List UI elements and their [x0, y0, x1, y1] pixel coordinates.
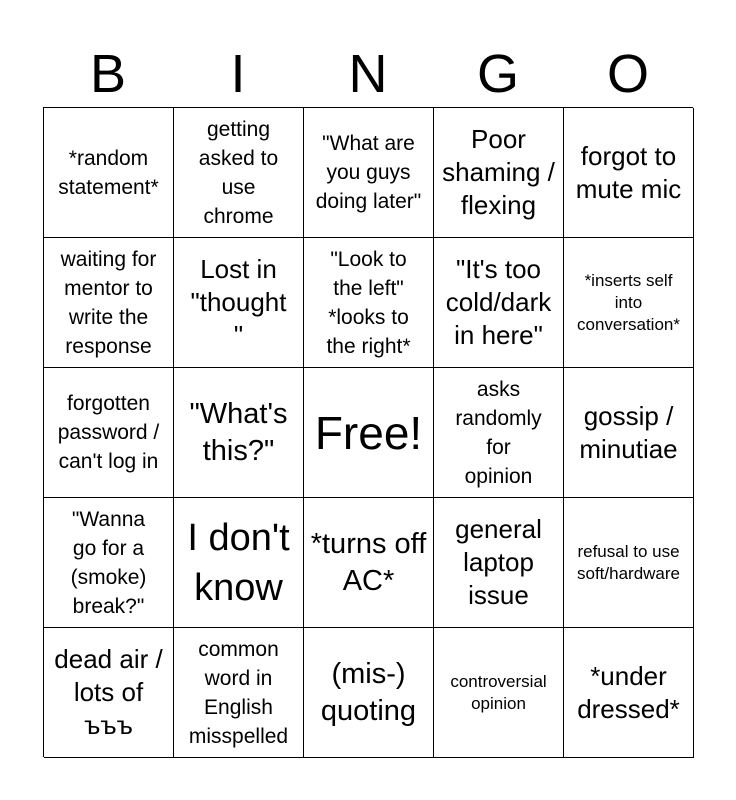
- bingo-cell-r4c2[interactable]: [174, 498, 304, 628]
- cell-text: waiting for mentor to write the response: [60, 247, 157, 358]
- cell-text: Lost in "thought": [190, 254, 287, 350]
- cell-text: getting asked to use chrome: [198, 117, 279, 228]
- bingo-cell-r4c1[interactable]: [44, 498, 174, 628]
- cell-text: common word in English misspelled: [188, 637, 289, 748]
- bingo-cell-r2c5[interactable]: [564, 238, 694, 368]
- cell-text: gossip / minutiae: [579, 400, 678, 464]
- bingo-cell-r2c1[interactable]: [44, 238, 174, 368]
- bingo-cell-r3c4[interactable]: [434, 368, 564, 498]
- cell-text: *turns off AC*: [310, 527, 427, 597]
- header-letter-o: O: [606, 44, 649, 104]
- cell-text: *inserts self into conversation*: [576, 270, 680, 334]
- cell-text: *under dressed*: [577, 660, 680, 724]
- bingo-cell-r5c2[interactable]: [174, 628, 304, 758]
- bingo-cell-r1c5[interactable]: [564, 108, 694, 238]
- cell-text: "Look to the left" *looks to the right*: [326, 247, 411, 358]
- cell-text: controversial opinion: [450, 671, 547, 713]
- cell-text: "What's this?": [189, 397, 288, 467]
- bingo-cell-r1c4[interactable]: [434, 108, 564, 238]
- cell-text: I don't know: [187, 516, 290, 609]
- cell-text: *random statement*: [58, 146, 159, 199]
- cell-text: (mis-) quoting: [320, 657, 417, 727]
- cell-text: Poor shaming / flexing: [442, 124, 555, 220]
- bingo-cell-r3c3[interactable]: [304, 368, 434, 498]
- bingo-cell-r2c3[interactable]: [304, 238, 434, 368]
- header-letter-g: G: [476, 44, 519, 104]
- bingo-cell-r5c4[interactable]: [434, 628, 564, 758]
- header-letter-b: B: [89, 44, 127, 104]
- cell-text: refusal to use soft/hardware: [577, 541, 680, 583]
- cell-text: general laptop issue: [455, 514, 542, 610]
- bingo-cell-r1c2[interactable]: [174, 108, 304, 238]
- cell-text: "What are you guys doing later": [315, 132, 422, 213]
- cell-text: forgot to mute mic: [575, 140, 682, 204]
- bingo-cell-r5c1[interactable]: [44, 628, 174, 758]
- bingo-board: [43, 107, 693, 757]
- bingo-cell-r4c3[interactable]: [304, 498, 434, 628]
- bingo-cell-r3c1[interactable]: [44, 368, 174, 498]
- cell-text: forgotten password / can't log in: [57, 392, 160, 473]
- bingo-cell-r3c2[interactable]: [174, 368, 304, 498]
- bingo-cell-r5c5[interactable]: [564, 628, 694, 758]
- bingo-cell-r2c4[interactable]: [434, 238, 564, 368]
- cell-text: "It's too cold/dark in here": [445, 254, 552, 350]
- bingo-cell-r1c3[interactable]: [304, 108, 434, 238]
- bingo-cell-r4c4[interactable]: [434, 498, 564, 628]
- cell-text: Free!: [314, 406, 423, 459]
- header-letter-i: I: [230, 44, 246, 104]
- cell-text: "Wanna go for a (smoke) break?": [70, 507, 147, 618]
- bingo-cell-r5c3[interactable]: [304, 628, 434, 758]
- bingo-cell-r3c5[interactable]: [564, 368, 694, 498]
- bingo-cell-r2c2[interactable]: [174, 238, 304, 368]
- header-letter-n: N: [348, 44, 388, 104]
- cell-text: asks randomly for opinion: [455, 377, 542, 488]
- bingo-cell-r4c5[interactable]: [564, 498, 694, 628]
- bingo-header: [43, 44, 693, 104]
- bingo-cell-r1c1[interactable]: [44, 108, 174, 238]
- cell-text: dead air / lots of ъъъ: [54, 644, 163, 740]
